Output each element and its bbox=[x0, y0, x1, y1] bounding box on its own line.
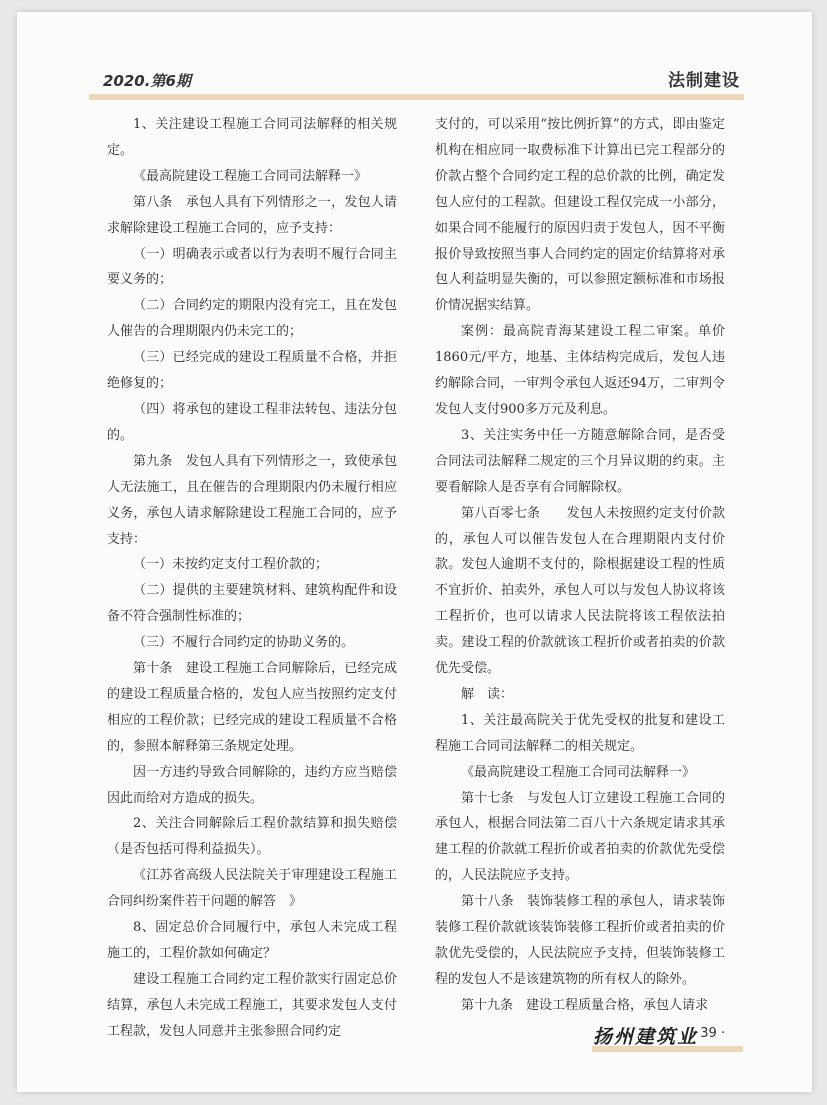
paragraph: 2、关注合同解除后工程价款结算和损失赔偿（是否包括可得利益损失）。 bbox=[107, 816, 397, 858]
paragraph: 《最高院建设工程施工合同司法解释一》 bbox=[461, 764, 696, 780]
paragraph: （一）未按约定支付工程价款的； bbox=[133, 557, 329, 573]
paragraph: （四）将承包的建设工程非法转包、违法分包的。 bbox=[107, 401, 397, 443]
paragraph: 1、关注建设工程施工合同司法解释的相关规定。 bbox=[107, 117, 397, 158]
paragraph: （一）明确表示或者以行为表明不履行合同主要义务的； bbox=[107, 246, 397, 288]
paragraph: （三）不履行合同约定的协助义务的。 bbox=[133, 635, 355, 651]
page-number: · 39 · bbox=[692, 1026, 726, 1041]
left-column bbox=[107, 112, 397, 1045]
paragraph: 第八条 承包人具有下列情形之一，发包人请求解除建设工程施工合同的，应予支持： bbox=[107, 194, 397, 236]
paragraph: 第十八条 装饰装修工程的承包人，请求装饰装修工程价款就该装饰装修工程折价或者拍卖的价款优先受偿的，人民法院应予支持，但装饰装修工程的发包人不是该建筑物的所有权人的除外。 bbox=[435, 894, 725, 987]
paragraph: 建设工程施工合同约定工程价款实行固定总价结算，承包人未完成工程施工，其要求发包人支付工程款，发包人同意并主张参照合同约定 bbox=[107, 971, 397, 1039]
paragraph: 第九条 发包人具有下列情形之一，致使承包人无法施工，且在催告的合理期限内仍未履行相应义务，承包人请求解除建设工程施工合同的，应予支持： bbox=[107, 453, 397, 547]
paragraph: 8、固定总价合同履行中，承包人未完成工程施工的，工程价款如何确定？ bbox=[107, 920, 397, 961]
paragraph: 《最高院建设工程施工合同司法解释一》 bbox=[133, 168, 368, 184]
issue-label: 2020.第6期 bbox=[103, 72, 191, 90]
paragraph: （二）合同约定的期限内没有完工，且在发包人催告的合理期限内仍未完工的； bbox=[107, 298, 397, 340]
paragraph: 第十九条 建设工程质量合格，承包人请求 bbox=[461, 997, 709, 1013]
paragraph: 《江苏省高级人民法院关于审理建设工程施工合同纠纷案件若干问题的解答 》 bbox=[107, 868, 397, 910]
paragraph: （二）提供的主要建筑材料、建筑构配件和设备不符合强制性标准的； bbox=[107, 583, 397, 625]
paragraph: 第八百零七条 发包人未按照约定支付价款的，承包人可以催告发包人在合理期限内支付价款。发包人逾期不支付的，除根据建设工程的性质不宜折价、拍卖外，承包人可以与发包人协议将该工程折价，也可以请求人民法院将该工程依法拍卖。建设工程的价款就该工程折价或者拍卖的价款优先受偿。 bbox=[435, 505, 725, 677]
magazine-page bbox=[17, 12, 812, 1092]
paragraph: 支付的，可以采用“按比例折算”的方式，即由鉴定机构在相应同一取费标准下计算出已完工程部分的价款占整个合同约定工程的总价款的比例，确定发包人应付的工程款。但建设工程仅完成一小部分，如果合同不能履行的原因归责于发包人，因不平衡报价导致按照当事人合同约定的固定价结算将对承包人利益明显失衡的，可以参照定额标准和市场报价情况据实结算。 bbox=[435, 117, 725, 314]
right-column bbox=[435, 112, 725, 1019]
header-rule bbox=[89, 94, 744, 100]
paragraph: 第十七条 与发包人订立建设工程施工合同的承包人，根据合同法第二百八十六条规定请求其承建工程的价款就工程折价或者拍卖的价款优先受偿的，人民法院应予支持。 bbox=[435, 790, 725, 884]
section-title: 法制建设 bbox=[668, 71, 740, 91]
paragraph: 解 读： bbox=[461, 686, 514, 702]
paragraph: 因一方违约导致合同解除的，违约方应当赔偿因此而给对方造成的损失。 bbox=[107, 764, 397, 806]
page-header bbox=[89, 64, 744, 94]
paragraph: 案例：最高院青海某建设工程二审案。单价1860元/平方，地基、主体结构完成后，发包人违约解除合同，一审判令承包人返还94万，二审判令发包人支付900多万元及利息。 bbox=[435, 324, 725, 417]
paragraph: 1、关注最高院关于优先受权的批复和建设工程施工合同司法解释二的相关规定。 bbox=[435, 712, 725, 754]
paragraph: 3、关注实务中任一方随意解除合同，是否受合同法司法解释二规定的三个月异议期的约束。主要看解除人是否享有合同解除权。 bbox=[435, 427, 725, 495]
magazine-logo: 扬州建筑业 bbox=[593, 1026, 699, 1048]
paragraph: 第十条 建设工程施工合同解除后，已经完成的建设工程质量合格的，发包人应当按照约定支付相应的工程价款；已经完成的建设工程质量不合格的，参照本解释第三条规定处理。 bbox=[107, 661, 397, 754]
paragraph: （三）已经完成的建设工程质量不合格，并拒绝修复的； bbox=[107, 350, 397, 392]
